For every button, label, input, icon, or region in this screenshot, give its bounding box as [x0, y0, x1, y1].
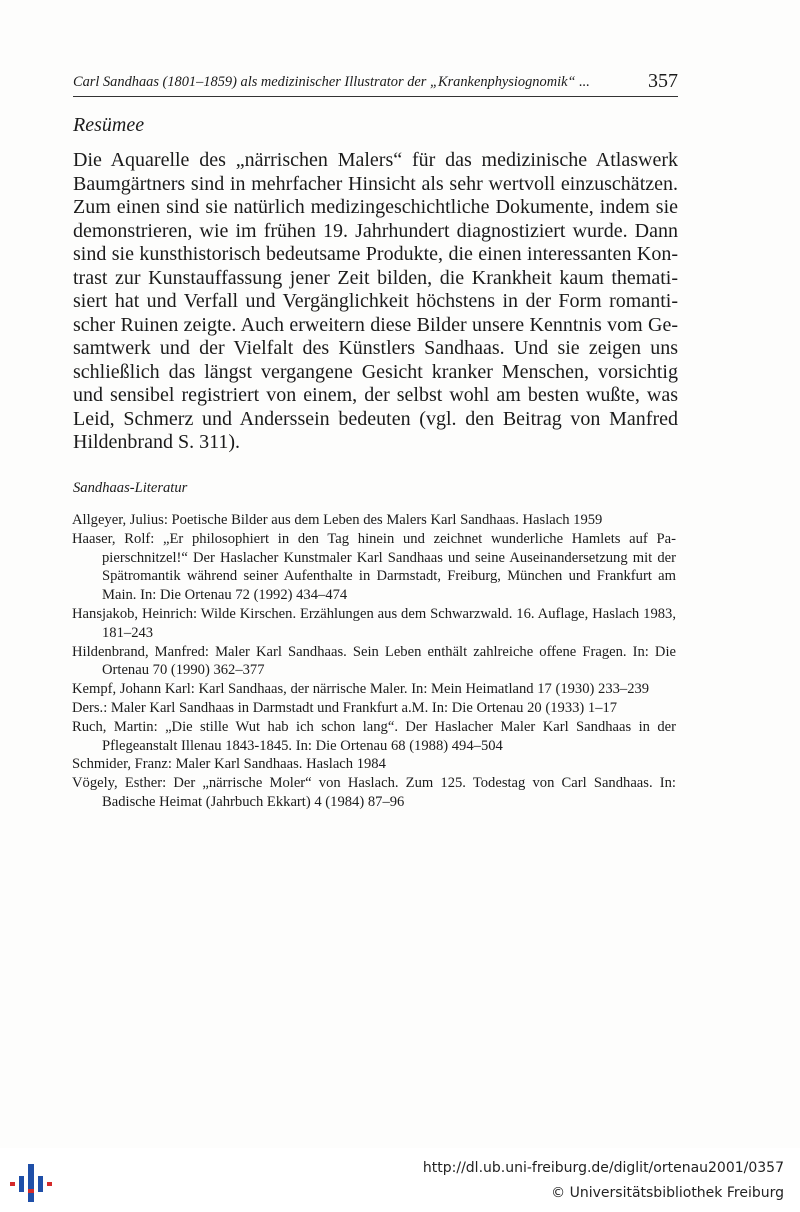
bibliography-entry: Haaser, Rolf: „Er philosophiert in den Tag hinein und zeichnet wunderliche Hamlets auf Papierschnitzel!“ Der Haslacher Kunstmaler Karl Sandhaas und seine Auseinandersetzung mit der Spätromantik während seiner Aufenthalte in Darmstadt, Freiburg, München und Frankfurt am Main. In: Die Ortenau 72 (1992) 434–474	[72, 530, 676, 604]
bibliography-entry: Allgeyer, Julius: Poetische Bilder aus dem Leben des Malers Karl Sandhaas. Haslach 1959	[72, 512, 603, 528]
bibliography-list	[72, 511, 676, 812]
page-number: 357	[648, 70, 678, 92]
summary-paragraph: Die Aquarelle des „närrischen Malers“ für das medizinische Atlaswerk Baumgärtners sind in mehrfacher Hinsicht als sehr wertvoll einzuschätzen. Zum einen sind sie natürlich medizingeschichtliche Dokumente, indem sie demonstrieren, wie im frühen 19. Jahrhundert diagnostiziert wurde. Dann sind sie kunsthistorisch bedeutsame Produkte, die einen interessanten Kontrast zur Kunstauffassung jener Zeit bilden, die Krankheit kaum thematisiert hat und Verfall und Vergänglichkeit höchstens in der Form romantischer Ruinen zeigte. Auch erweitern diese Bilder unsere Kenntnis vom Gesamtwerk und der Vielfalt des Künstlers Sandhaas. Und sie zeigen uns schließlich das längst vergangene Gesicht kranker Menschen, vorsichtig und sensibel registriert von einem, der selbst wohl am besten wußte, was Leid, Schmerz und Anderssein bedeuten (vgl. den Beitrag von Manfred Hildenbrand S. 311).	[73, 149, 678, 453]
footer-copyright: © Universitätsbibliothek Freiburg	[551, 1185, 784, 1201]
literature-heading: Sandhaas-Literatur	[73, 480, 188, 496]
footer-url-link[interactable]: http://dl.ub.uni-freiburg.de/diglit/ortenau2001/0357	[422, 1160, 784, 1176]
ub-freiburg-logo-icon	[8, 1162, 56, 1204]
bibliography-entry: Hildenbrand, Manfred: Maler Karl Sandhaas. Sein Leben enthält zahlreiche offene Fragen. In: Die Ortenau 70 (1990) 362–377	[72, 643, 676, 679]
running-header	[73, 72, 678, 97]
footer-bar	[0, 1148, 800, 1212]
bibliography-entry: Kempf, Johann Karl: Karl Sandhaas, der närrische Maler. In: Mein Heimatland 17 (1930) 233–239	[72, 681, 650, 698]
bibliography-entry: Hansjakob, Heinrich: Wilde Kirschen. Erzählungen aus dem Schwarzwald. 16. Auflage, Haslach 1983, 181–243	[72, 605, 676, 641]
summary-heading: Resümee	[73, 114, 145, 136]
bibliography-entry: Ders.: Maler Karl Sandhaas in Darmstadt und Frankfurt a.M. In: Die Ortenau 20 (1933) 1–17	[72, 699, 618, 716]
summary-section	[73, 149, 678, 455]
bibliography-entry: Vögely, Esther: Der „närrische Moler“ von Haslach. Zum 125. Todestag von Carl Sandhaas. In: Badische Heimat (Jahrbuch Ekkart) 4 (1984) 87–96	[72, 775, 676, 810]
bibliography-entry: Schmider, Franz: Maler Karl Sandhaas. Haslach 1984	[72, 756, 386, 773]
bibliography-entry: Ruch, Martin: „Die stille Wut hab ich schon lang“. Der Haslacher Maler Karl Sandhaas in der Pflegeanstalt Illenau 1843-1845. In: Die Ortenau 68 (1988) 494–504	[72, 718, 676, 754]
running-title: Carl Sandhaas (1801–1859) als medizinischer Illustrator der „Krankenphysiognomik“ ...	[73, 74, 590, 90]
